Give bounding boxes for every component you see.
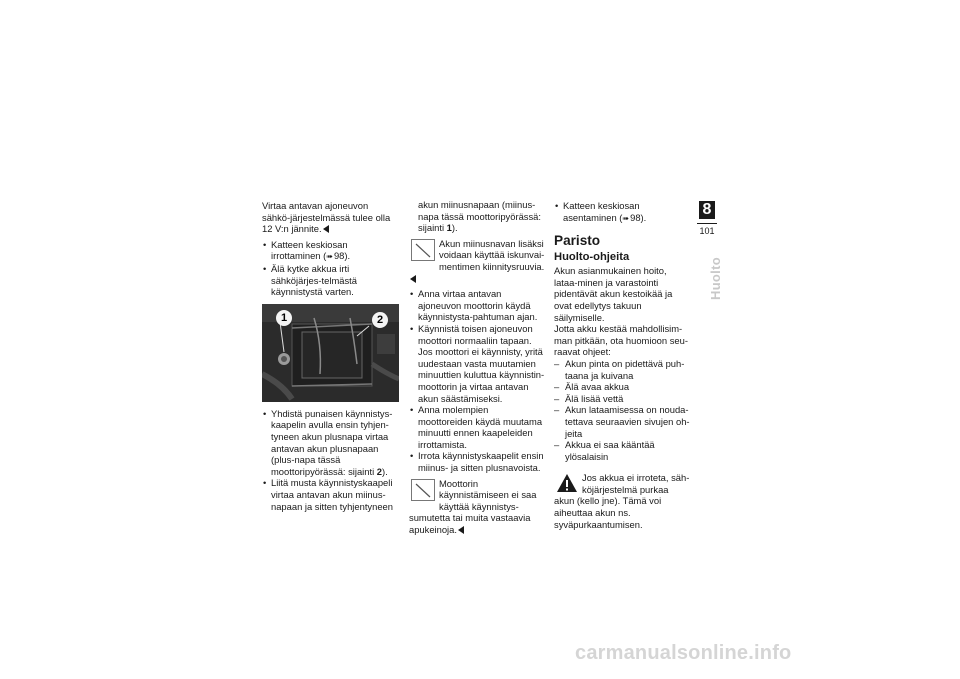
list-item: • Irrota käynnistyskaapelit ensin miinus- ja sitten plusnavoista. [410,450,544,474]
list-item: • Käynnistä toisen ajoneuvon moottori normaaliin tapaan. Jos moottori ei käynnisty, yritä uudestaan vasta muutamien minuuttien kuluttua käynnistin-moottorin ja virtaa antavan akun säästämiseksi. [410,322,545,404]
callout-2: 2 [372,312,388,328]
subsection-heading: Huolto-ohjeita [554,251,630,264]
info-note-icon [411,479,435,501]
info-note: Akun miinusnavan lisäksi voidaan käyttää iskunvai-mentimen kiinnitysruuvia. [409,238,545,284]
chapter-number: 8 [699,201,715,219]
callout-1: 1 [276,310,292,326]
info-note: Moottorin käynnistämiseen ei saa käyttää käynnistys-sumutetta tai muita vastaavia apukeinoja. [409,477,537,536]
paragraph: Akun asianmukainen hoito, lataa-minen ja varastointi pidentävät akun kestoikää ja ovat edellytys takuun säilymiselle. [554,265,673,323]
list-item: – Älä avaa akkua [554,381,630,393]
column-3 [554,200,691,530]
list-item: – Akun lataamisessa on nouda-tettava seuraavien sivujen oh-jeita [554,404,690,439]
list-item-continued: akun miinusnapaan (miinus-napa tässä moottoripyörässä: sijainti 1). [418,199,541,234]
info-note-icon [411,239,435,261]
list-item: – Älä lisää vettä [554,392,624,404]
battery-photo [262,304,399,402]
list-item: – Akkua ei saa kääntää ylösalaisin [554,439,655,462]
list-item: • Älä kytke akkua irti sähköjärjes-telmästä käynnistystä varten. [263,262,357,298]
column-2 [409,199,545,536]
page-number: 101 [699,226,715,236]
warning-note: Jos akkua ei irroteta, säh-köjärjestelmä purkaa akun (kello jne). Tämä voi aiheuttaa akun ns. syväpurkaantumisen. [554,472,690,530]
list-item: • Katteen keskiosan irrottaminen (➠98). [263,238,351,262]
reference-arrow-icon: ➠ [622,213,630,223]
list-item: • Anna molempien moottoreiden käydä muutama minuutti ennen kaapeleiden irrottamista. [410,404,543,450]
list-item: • Liitä musta käynnistyskaapeli virtaa antavan akun miinus-napaan ja sitten tyhjentyneen [263,477,393,512]
section-heading: Paristo [554,233,601,249]
column-1 [262,200,398,512]
chapter-side-label: Huolto [708,257,723,300]
end-mark-icon [458,526,464,534]
intro-paragraph: Virtaa antavan ajoneuvon sähkö-järjestelmässä tulee olla 12 V:n jännite. [262,200,391,235]
end-mark-icon [410,275,416,283]
reference-arrow-icon: ➠ [326,252,333,262]
list-item: – Akun pinta on pidettävä puh-taana ja kuivana [554,357,685,381]
list-item: • Katteen keskiosan asentaminen (➠98). [555,200,647,223]
list-item: • Anna virtaa antavan ajoneuvon moottorin käydä käynnistysta-pahtuman ajan. [410,288,538,323]
warning-triangle-icon [556,473,578,493]
end-mark-icon [323,225,329,233]
paragraph: Jotta akku kestää mahdollisim-man pitkään, ota huomioon seu-raavat ohjeet: [554,323,688,358]
chapter-divider [697,223,717,224]
list-item: • Yhdistä punaisen käynnistys-kaapelin avulla ensin tyhjen-tyneen akun plusnapa virtaa antavan akun plusnapaan (plus-napa tässä moottoripyörässä: sijainti 2). [263,407,393,477]
watermark: carmanualsonline.info [575,642,792,664]
